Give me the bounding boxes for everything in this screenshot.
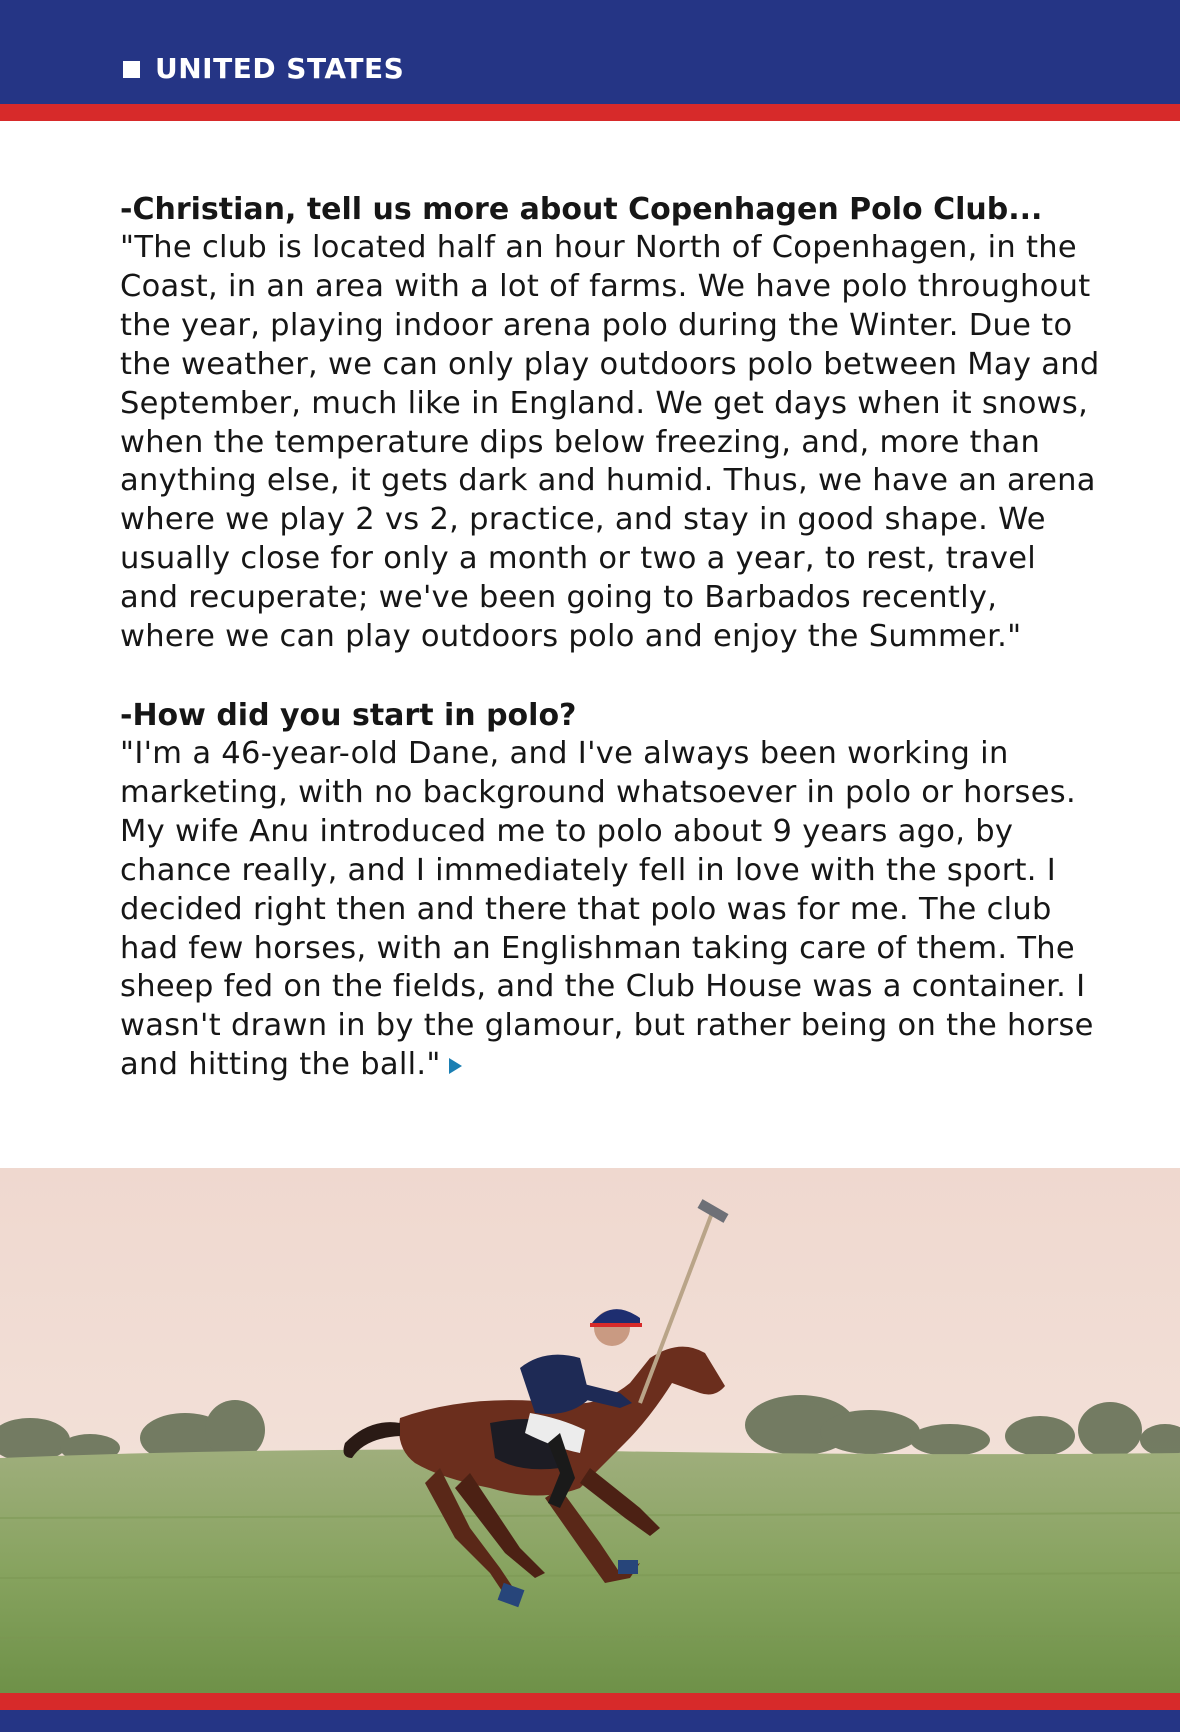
interview-question: -How did you start in polo? (120, 697, 577, 733)
interview-question: -Christian, tell us more about Copenhagen Polo Club... (120, 192, 1043, 227)
qa-block (120, 696, 1100, 1085)
section-label: UNITED STATES (155, 52, 405, 85)
article-body (120, 190, 1100, 1124)
footer-bar (0, 1710, 1180, 1732)
header-accent-stripe (0, 104, 1180, 121)
qa-block (120, 190, 1100, 657)
interview-answer-text: "I'm a 46-year-old Dane, and I've always been working in marketing, with no background whatsoever in polo or horses. My wife Anu introduced me to polo about 9 years ago, by chance really, and I immediately fell in love with the sport. I decided right then and there that polo was for me. The club had few horses, with an Englishman taking care of them. The sheep fed on the fields, and the Club House was a container. I wasn't drawn in by the glamour, but rather being on the horse and hitting the ball." (120, 735, 1094, 1083)
polo-photo (0, 1168, 1180, 1693)
header-bar (0, 0, 1180, 104)
footer-accent-stripe (0, 1693, 1180, 1710)
interview-answer: "The club is located half an hour North of Copenhagen, in the Coast, in an area with a lot of farms. We have polo throughout the year, playing indoor arena polo during the Winter. Due to the weather, we can only play outdoors polo between May and September, much like in England. We get days when it snows, when the temperature dips below freezing, and, more than anything else, it gets dark and humid. Thus, we have an arena where we play 2 vs 2, practice, and stay in good shape. We usually close for only a month or two a year, to rest, travel and recuperate; we've been going to Barbados recently, where we can play outdoors polo and enjoy the Summer." (120, 230, 1100, 655)
square-icon (123, 61, 140, 78)
continue-arrow-icon (449, 1058, 462, 1074)
interview-answer (120, 735, 1100, 1085)
